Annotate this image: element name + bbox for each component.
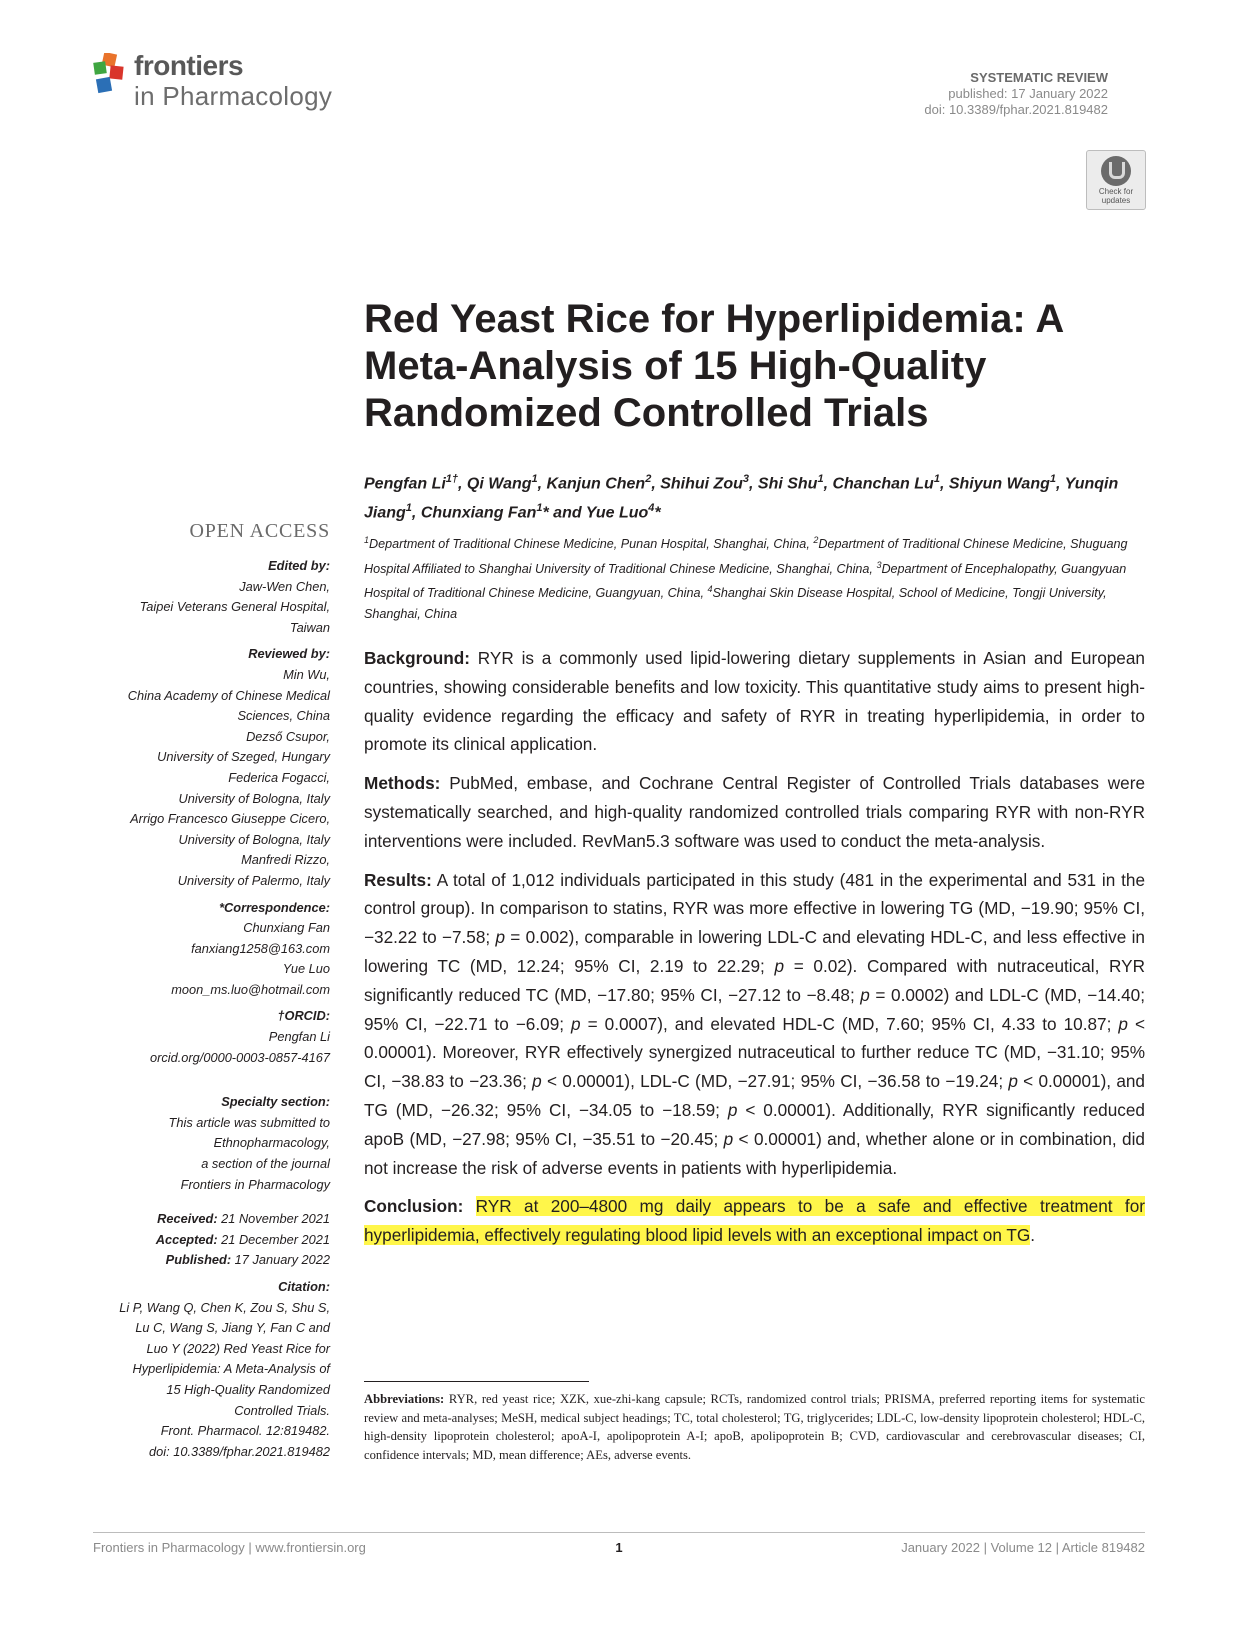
- sidebar-line: This article was submitted to: [168, 1114, 330, 1130]
- author-name[interactable]: Chunxiang Fan: [420, 504, 537, 522]
- sidebar-line: Taipei Veterans General Hospital,: [139, 599, 330, 615]
- published-value: 17 January 2022: [234, 1252, 330, 1268]
- author-affiliation-marker: 4: [648, 502, 655, 515]
- sidebar-line: Controlled Trials.: [234, 1402, 330, 1418]
- received-date: [80, 1209, 330, 1230]
- journal-logo: [93, 50, 353, 125]
- abstract-results: [364, 866, 1145, 1183]
- author-name[interactable]: Yunqin Jiang: [364, 475, 1119, 522]
- author-separator: ,: [458, 475, 467, 493]
- affiliation-text: Shanghai Skin Disease Hospital, School of Medicine, Tongji University, Shanghai, China: [364, 586, 1107, 622]
- author-separator: ,: [823, 475, 833, 493]
- author-affiliation-marker: 3: [742, 473, 749, 485]
- open-access-label: OPEN ACCESS: [189, 520, 330, 542]
- sidebar-line: Dezső Csupor,: [246, 728, 330, 744]
- sidebar-line: a section of the journal: [201, 1156, 330, 1172]
- author-affiliation-marker: 1: [1049, 473, 1056, 485]
- abstract-background-label: Background:: [364, 648, 470, 668]
- author-separator: ,: [411, 504, 421, 522]
- author-affiliation-marker: 2: [645, 473, 652, 485]
- sidebar-line: Luo Y (2022) Red Yeast Rice for: [146, 1340, 330, 1356]
- abstract-methods-label: Methods:: [364, 773, 441, 794]
- abstract-methods-text: PubMed, embase, and Cochrane Central Register of Controlled Trials databases were systematically searched, and high-quality randomized controlled trials comparing RYR with non-RYR interventions were included. RevMan5.3 software was used to conduct the meta-analysis.: [364, 773, 1145, 851]
- corresponding-author-marker: *: [542, 504, 549, 522]
- affiliation-number: 1: [364, 535, 370, 545]
- sidebar-line: Jaw-Wen Chen,: [239, 578, 330, 594]
- abstract-conclusion-label: Conclusion:: [364, 1196, 464, 1217]
- author-name[interactable]: Kanjun Chen: [546, 475, 646, 493]
- edited-by-section: [80, 556, 330, 638]
- footer-issue: January 2022 | Volume 12 | Article 819482: [901, 1540, 1145, 1555]
- accepted-date: [80, 1230, 330, 1251]
- dates-section: [80, 1209, 330, 1271]
- sidebar-line[interactable]: fanxiang1258@163.com: [191, 940, 330, 956]
- abbreviations-footnote: [364, 1390, 1145, 1464]
- sidebar-line: Federica Fogacci,: [228, 769, 330, 785]
- author-separator: and: [548, 504, 586, 522]
- reviewed-by-label: Reviewed by:: [248, 646, 330, 662]
- logo-wordmark-journal: in Pharmacology: [134, 81, 333, 111]
- abstract-conclusion: [364, 1192, 1145, 1250]
- sidebar-line: University of Bologna, Italy: [178, 790, 330, 806]
- author-affiliation-marker: 1: [405, 502, 412, 515]
- correspondence-label: *Correspondence:: [219, 899, 330, 915]
- affiliation-number: 3: [876, 559, 882, 570]
- sidebar-line: Lu C, Wang S, Jiang Y, Fan C and: [135, 1320, 330, 1336]
- abstract-results-text: A total of 1,012 individuals participated in this study (481 in the experimental and 531 in the control group). In comparison to statins, RYR was more effective in lowering TG (MD, −19.90; 95% CI, −32.22 to −7.58; p = 0.002), comparable in lowering LDL-C and elevating HDL-C, and less effective in lowering TC (MD, 12.24; 95% CI, 2.19 to 22.29; p = 0.02). Compared with nutraceutical, RYR significantly reduced TC (MD, −17.80; 95% CI, −27.12 to −8.48; p = 0.0002) and LDL-C (MD, −14.40; 95% CI, −22.71 to −6.09; p = 0.0007), and elevated HDL-C (MD, 7.60; 95% CI, 4.33 to 10.87; p < 0.00001). Moreover, RYR effectively synergized nutraceutical to further reduce TC (MD, −31.10; 95% CI, −38.83 to −23.36; p < 0.00001), LDL-C (MD, −27.91; 95% CI, −36.58 to −19.24; p < 0.00001), and TG (MD, −26.32; 95% CI, −34.05 to −18.59; p < 0.00001). Additionally, RYR significantly reduced apoB (MD, −27.98; 95% CI, −35.51 to −20.45; p < 0.00001) and, whether alone or in combination, did not increase the risk of adverse events in patients with hyperlipidemia.: [364, 869, 1146, 1178]
- sidebar-line: University of Bologna, Italy: [178, 831, 330, 847]
- footnote-divider: [364, 1381, 589, 1382]
- footer-divider: [93, 1532, 1145, 1533]
- citation-list: [80, 1298, 330, 1463]
- specialty-label: Specialty section:: [221, 1094, 330, 1110]
- author-separator: ,: [537, 475, 547, 493]
- orcid-label: †ORCID:: [277, 1008, 330, 1024]
- corresponding-author-marker: *: [654, 504, 661, 522]
- abbreviations-label: Abbreviations:: [364, 1392, 445, 1406]
- received-value: 21 November 2021: [221, 1211, 330, 1227]
- page-number: 1: [615, 1540, 623, 1555]
- accepted-value: 21 December 2021: [221, 1231, 330, 1247]
- orcid-section: [80, 1006, 330, 1068]
- affiliation-text: Department of Encephalopathy, Guangyuan Hospital of Traditional Chinese Medicine, Guangyuan, China,: [364, 561, 1127, 601]
- sidebar-line[interactable]: moon_ms.luo@hotmail.com: [171, 981, 330, 997]
- logo-wordmark-frontiers: frontiers: [134, 50, 244, 81]
- specialty-list: [80, 1113, 330, 1195]
- sidebar-line: doi: 10.3389/fphar.2021.819482: [149, 1443, 330, 1459]
- sidebar-line: Pengfan Li: [268, 1029, 330, 1045]
- reviewed-by-section: [80, 644, 330, 891]
- sidebar: [80, 520, 330, 1468]
- affiliation-text: Department of Traditional Chinese Medicine, Shuguang Hospital Affiliated to Shanghai University of Traditional Chinese Medicine, Shanghai, China,: [364, 537, 1128, 576]
- sidebar-line: China Academy of Chinese Medical: [127, 687, 330, 703]
- correspondence-section: [80, 898, 330, 1001]
- frontiers-logo-icon: [93, 53, 129, 95]
- author-name[interactable]: Chanchan Lu: [832, 475, 934, 493]
- article-doi[interactable]: doi: 10.3389/fphar.2021.819482: [924, 102, 1108, 117]
- author-name[interactable]: Pengfan Li: [364, 475, 446, 493]
- article-type: SYSTEMATIC REVIEW: [970, 70, 1108, 85]
- bookmark-icon: [1101, 156, 1131, 186]
- author-affiliation-marker: 1: [817, 473, 824, 485]
- article-meta: [924, 70, 1108, 118]
- sidebar-line: 15 High-Quality Randomized: [166, 1381, 330, 1397]
- author-affiliation-marker: 1: [536, 502, 543, 515]
- affiliation-number: 4: [707, 584, 713, 595]
- author-name[interactable]: Qi Wang: [466, 475, 532, 493]
- sidebar-line: University of Szeged, Hungary: [157, 749, 330, 765]
- abstract: [364, 644, 1145, 1260]
- abbreviations-text: RYR, red yeast rice; XZK, xue-zhi-kang capsule; RCTs, randomized control trials; PRISMA, preferred reporting items for systematic review and meta-analyses; MeSH, medical subject headings; TC, total cholesterol; TG, triglycerides; LDL-C, low-density lipoprotein cholesterol; HDL-C, high-density lipoprotein cholesterol; apoA-I, apolipoprotein A-I; apoB, apolipoprotein B; CVD, cardiovascular and cerebrovascular diseases; CI, confidence intervals; MD, mean difference; AEs, adverse events.: [364, 1392, 1146, 1462]
- sidebar-line: Ethnopharmacology,: [213, 1135, 330, 1151]
- sidebar-line: Sciences, China: [237, 708, 330, 724]
- author-separator: ,: [939, 475, 949, 493]
- author-name[interactable]: Yue Luo: [585, 504, 649, 522]
- sidebar-line: Manfredi Rizzo,: [241, 852, 330, 868]
- published-date-sidebar: [80, 1250, 330, 1271]
- author-separator: ,: [651, 475, 661, 493]
- author-separator: ,: [1056, 475, 1065, 493]
- received-label: Received:: [157, 1211, 218, 1227]
- sidebar-line: Taiwan: [289, 619, 330, 635]
- published-label: Published:: [165, 1252, 232, 1268]
- sidebar-line: Min Wu,: [283, 666, 330, 682]
- author-list: [364, 467, 1146, 526]
- conclusion-end: .: [1030, 1225, 1036, 1246]
- edited-by-label: Edited by:: [268, 558, 330, 573]
- sidebar-line: Hyperlipidemia: A Meta-Analysis of: [132, 1361, 330, 1377]
- correspondence-list: [80, 918, 330, 1000]
- specialty-section: [80, 1092, 330, 1195]
- sidebar-line[interactable]: orcid.org/0000-0003-0857-4167: [150, 1049, 330, 1065]
- article-title: Red Yeast Rice for Hyperlipidemia: A Meta-Analysis of 15 High-Quality Randomized Controlled Trials: [364, 297, 1063, 435]
- author-name[interactable]: Shihui Zou: [660, 475, 743, 493]
- sidebar-line: Frontiers in Pharmacology: [180, 1176, 330, 1192]
- citation-label: Citation:: [278, 1279, 330, 1294]
- author-name[interactable]: Shi Shu: [757, 475, 818, 493]
- reviewed-by-list: [80, 665, 330, 892]
- edited-by-list: [80, 577, 330, 639]
- citation-section: [80, 1277, 330, 1462]
- check-for-updates-badge[interactable]: [1086, 150, 1146, 210]
- abstract-methods: [364, 769, 1145, 855]
- affiliation-number: 2: [813, 535, 819, 545]
- author-name[interactable]: Shiyun Wang: [948, 475, 1050, 493]
- affiliation-text: Department of Traditional Chinese Medicine, Punan Hospital, Shanghai, China,: [369, 537, 814, 552]
- sidebar-line: University of Palermo, Italy: [177, 872, 330, 888]
- sidebar-line: Chunxiang Fan: [243, 920, 330, 936]
- sidebar-line: Arrigo Francesco Giuseppe Cicero,: [130, 811, 330, 827]
- author-affiliation-marker: 1: [531, 473, 538, 485]
- sidebar-line: Yue Luo: [282, 961, 330, 977]
- author-affiliation-marker: 1: [933, 473, 940, 485]
- conclusion-highlight: RYR at 200–4800 mg daily appears to be a safe and effective treatment for hyperlipidemia, effectively regulating blood lipid levels with an exceptional impact on TG: [364, 1196, 1145, 1246]
- abstract-results-label: Results:: [364, 869, 432, 890]
- sidebar-line: Front. Pharmacol. 12:819482.: [160, 1423, 330, 1439]
- abstract-background: [364, 644, 1145, 759]
- footer-journal[interactable]: Frontiers in Pharmacology | www.frontiersin.org: [93, 1540, 366, 1555]
- published-date: published: 17 January 2022: [948, 86, 1108, 101]
- affiliations: [364, 530, 1146, 625]
- orcid-list: [80, 1027, 330, 1068]
- check-updates-label: Check for updates: [1098, 187, 1134, 205]
- author-affiliation-marker: 1†: [445, 473, 459, 485]
- accepted-label: Accepted:: [155, 1231, 218, 1247]
- sidebar-line: Li P, Wang Q, Chen K, Zou S, Shu S,: [119, 1299, 330, 1315]
- author-separator: ,: [749, 475, 758, 493]
- abstract-background-text: RYR is a commonly used lipid-lowering dietary supplements in Asian and European countries, showing considerable benefits and low toxicity. This quantitative study aims to present high-quality evidence regarding the efficacy and safety of RYR in treating hyperlipidemia, in order to promote its clinical application.: [364, 648, 1145, 755]
